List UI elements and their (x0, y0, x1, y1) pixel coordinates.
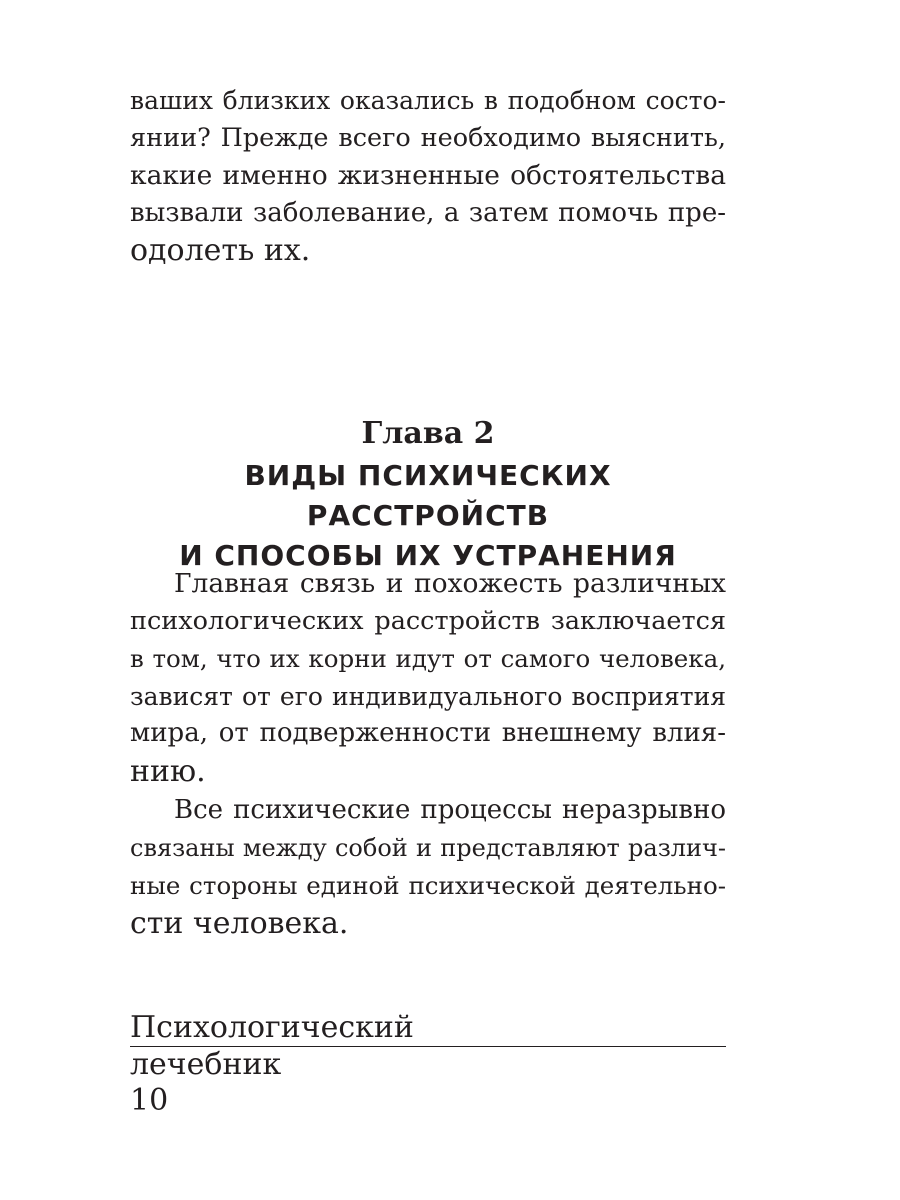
paragraph-line: мира, от подверженности внешнему влия- (130, 718, 726, 748)
chapter-heading (130, 412, 726, 576)
intro-line: ваших близких оказались в подобном состо- (130, 86, 726, 115)
intro-paragraph (130, 82, 726, 270)
chapter-title-line-1: ВИДЫ ПСИХИЧЕСКИХ РАССТРОЙСТВ (244, 459, 612, 532)
page-footer (130, 1010, 726, 1119)
body-paragraph-2 (130, 792, 726, 942)
paragraph-line: в том, что их корни идут от самого человека, (130, 644, 726, 673)
paragraph-line: сти человека. (130, 905, 349, 941)
paragraph-line: связаны между собой и представляют различ- (130, 833, 726, 862)
intro-line: вызвали заболевание, а затем помочь пре- (130, 197, 726, 228)
page-number: 10 (130, 1083, 169, 1118)
chapter-number: Глава 2 (361, 416, 495, 451)
paragraph-line: нию. (130, 753, 206, 789)
paragraph-line: психологических расстройств заключается (130, 605, 726, 636)
paragraph-line: Главная связь и похожесть различных (174, 568, 726, 599)
paragraph-line: Все психические процессы неразрывно (174, 795, 726, 825)
paragraph-line: ные стороны единой психической деятельно- (130, 871, 726, 900)
running-title: Психологический (130, 1010, 726, 1047)
chapter-title-line-2: И СПОСОБЫ ИХ УСТРАНЕНИЯ (179, 539, 677, 572)
body-paragraph-1 (130, 565, 726, 790)
running-subtitle: лечебник (130, 1047, 282, 1082)
intro-line: какие именно жизненные обстоятельства (130, 160, 726, 191)
intro-line: янии? Прежде всего необходимо выяснить, (130, 122, 726, 153)
intro-line: одолеть их. (130, 233, 311, 268)
paragraph-line: зависят от его индивидуального восприятия (130, 681, 726, 711)
